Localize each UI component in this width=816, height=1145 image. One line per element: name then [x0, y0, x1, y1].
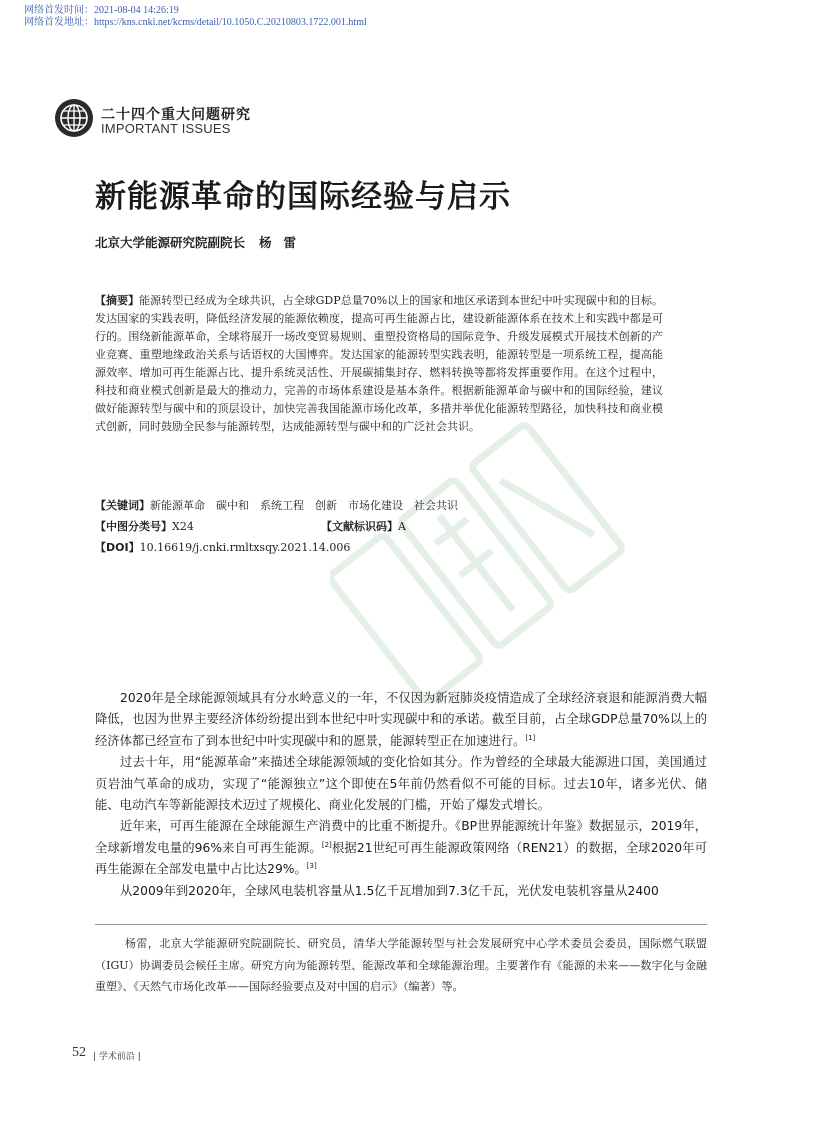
author-bio: 杨雷，北京大学能源研究院副院长、研究员，清华大学能源转型与社会发展研究中心学术委员会委员，国际燃气联盟（IGU）协调委员会候任主席。研究方向为能源转型、能源改革和全球能源治理。主要著作有《能源的未来——数字化与金融重塑》、《天然气市场化改革——国际经验要点及对中国的启示》（编著）等。	[95, 937, 707, 993]
keywords-label: 【关键词】	[95, 499, 150, 512]
author-name: 杨雷	[259, 235, 309, 250]
document-code	[321, 518, 406, 536]
first-publish-time: 网络首发时间：2021-08-04 14:26:19	[24, 5, 179, 16]
citation-ref[interactable]: [2]	[321, 840, 332, 849]
clc-label: 【中图分类号】	[95, 520, 172, 533]
clc-value: X24	[172, 520, 194, 533]
body-paragraph: 过去十年，用“能源革命”来描述全球能源领域的变化恰如其分。作为曾经的全球最大能源进口国，美国通过页岩油气革命的成功，实现了“能源独立”这个即使在5年前仍然看似不可能的目标。过去10年，诸多光伏、储能、电动汽车等新能源技术迈过了规模化、商业化发展的门槛，开始了爆发式增长。	[95, 755, 707, 813]
body-paragraph: 从2009年到2020年，全球风电装机容量从1.5亿千瓦增加到7.3亿千瓦，光伏发电装机容量从2400	[120, 883, 659, 898]
citation-ref[interactable]: [3]	[306, 862, 317, 871]
doi	[95, 539, 350, 557]
abstract	[95, 292, 663, 436]
footnote-divider	[95, 924, 707, 925]
body-paragraph: 近年来，可再生能源在全球能源生产消费中的比重不断提升。《BP世界能源统计年鉴》数据显示，2019年，全球新增发电量的96%来自可再生能源。[2]根据21世纪可再生能源政策网络（REN21）的数据，全球2020年可再生能源在全部发电量中占比达29%。[3]	[95, 819, 707, 877]
author-line	[95, 233, 308, 251]
clc-number	[95, 518, 194, 536]
journal-name: | 学术前沿 |	[93, 1052, 141, 1062]
doi-value[interactable]: 10.16619/j.cnki.rmltxsqy.2021.14.006	[139, 541, 351, 554]
doc-code-value: A	[398, 520, 406, 533]
keywords-text: 新能源革命 碳中和 系统工程 创新 市场化建设 社会共识	[150, 499, 458, 512]
page-number: 52	[72, 1045, 86, 1060]
article-title: 新能源革命的国际经验与启示	[95, 179, 511, 215]
doi-label: 【DOI】	[95, 541, 140, 554]
section-title-cn: 二十四个重大问题研究	[101, 107, 251, 123]
body-paragraph: 2020年是全球能源领域具有分水岭意义的一年，不仅因为新冠肺炎疫情造成了全球经济衰退和能源消费大幅降低，也因为世界主要经济体纷纷提出到本世纪中叶实现碳中和的承诺。截至目前，占全球GDP总量70%以上的经济体都已经宣布了到本世纪中叶实现碳中和的愿景，能源转型正在加速进行。[1]	[95, 691, 707, 748]
article-body	[95, 688, 707, 902]
keywords	[95, 497, 458, 515]
watermark	[330, 410, 630, 710]
globe-grid-icon	[54, 98, 94, 138]
doc-code-label: 【文献标识码】	[321, 520, 398, 533]
first-publish-address[interactable]: 网络首发地址：https://kns.cnki.net/kcms/detail/10.1050.C.20210803.1722.001.html	[24, 17, 367, 28]
abstract-text: 能源转型已经成为全球共识，占全球GDP总量70%以上的国家和地区承诺到本世纪中叶实现碳中和的目标。发达国家的实践表明，降低经济发展的能源依赖度，提高可再生能源占比，建设新能源体系在技术上和实践中都是可行的。围绕新能源革命，全球将展开一场改变贸易规则、重塑投资格局的国际竞争、升级发展模式开展技术创新的产业竞赛、重塑地缘政治关系与话语权的大国博弈。发达国家的能源转型实践表明，能源转型是一项系统工程，提高能源效率、增加可再生能源占比、提升系统灵活性、开展碳捕集封存、燃料转换等都将发挥重要作用。在这个过程中，科技和商业模式创新是最大的推动力，完善的市场体系建设是基本条件。根据新能源革命与碳中和的国际经验，建议做好能源转型与碳中和的顶层设计，加快完善我国能源市场化改革，多措并举优化能源转型路径，加快科技和商业模式创新，同时鼓励全民参与能源转型，达成能源转型与碳中和的广泛社会共识。	[95, 294, 663, 433]
citation-ref[interactable]: [1]	[525, 733, 536, 742]
section-title-en: IMPORTANT ISSUES	[101, 121, 231, 136]
author-affiliation: 北京大学能源研究院副院长	[95, 235, 246, 250]
abstract-label: 【摘要】	[95, 294, 140, 307]
